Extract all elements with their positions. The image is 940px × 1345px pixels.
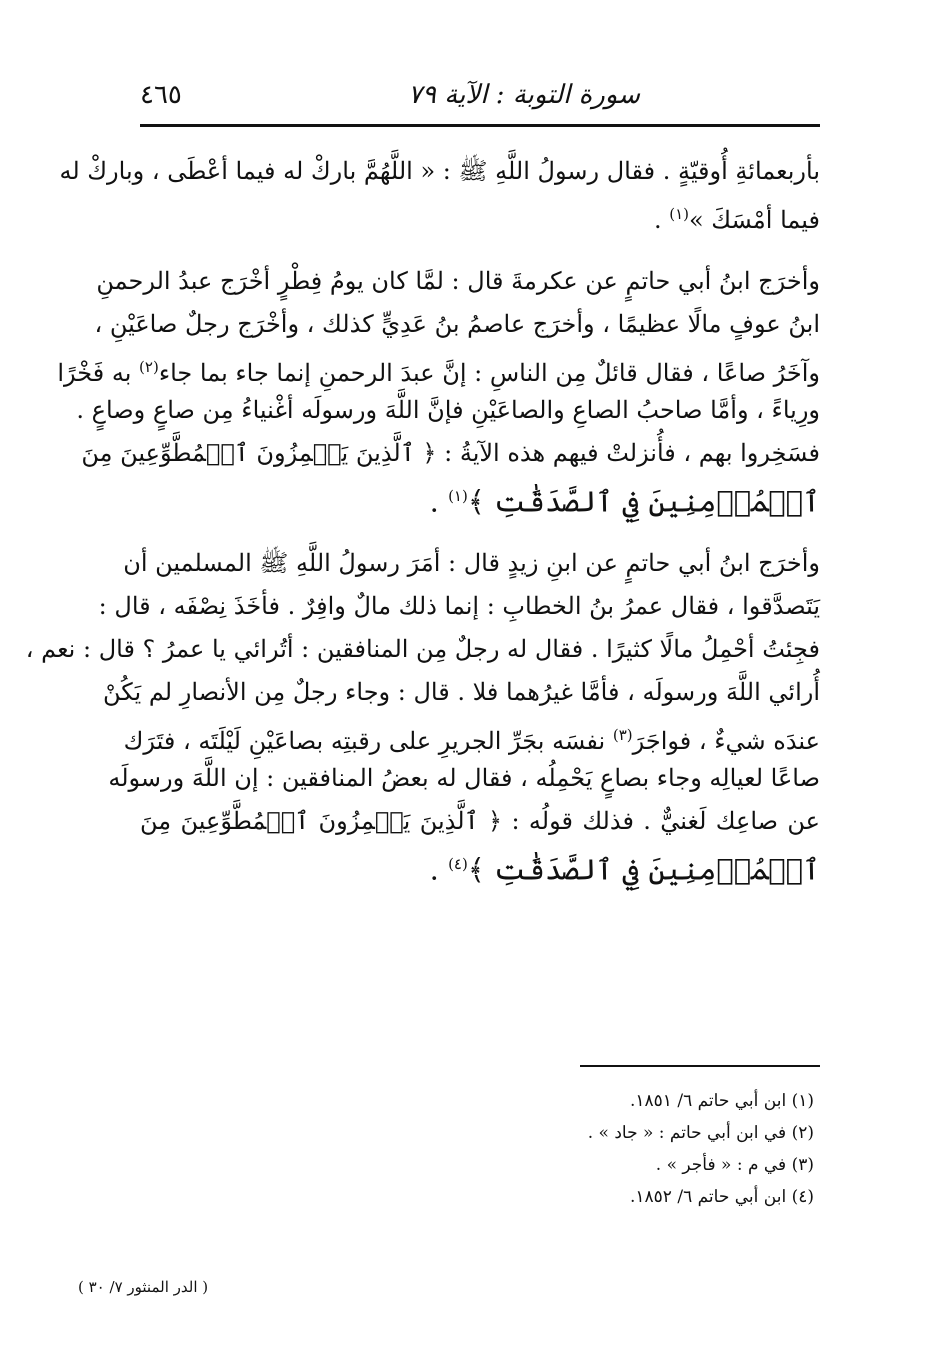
- text-segment: ٱلۡمُؤۡمِنِينَ فِي ٱلصَّدَقَٰتِ ﴾: [467, 484, 820, 519]
- footnote: (٤) ابن أبي حاتم ٦/ ١٨٥٢.: [629, 1187, 814, 1207]
- footnote: (٢) في ابن أبي حاتم : « جاد » .: [587, 1123, 814, 1143]
- quran-verse-line: [140, 843, 820, 886]
- text-line: [140, 193, 820, 236]
- text-line: عن صاعِك لَغنيٌّ . فذلك قولُه : ﴿ ٱلَّذِينَ يَلۡمِزُونَ ٱلۡمُطَّوِّعِينَ مِنَ: [140, 807, 820, 835]
- text-segment: .: [429, 852, 449, 887]
- paragraph-2: [57, 260, 820, 519]
- text-segment: به فَخْرًا: [57, 359, 140, 387]
- footnote-rule: [580, 1065, 820, 1067]
- source-reference: ( الدر المنثور ٧/ ٣٠ ): [78, 1278, 209, 1296]
- text-segment: عندَه شيءٌ ، فواجَرَ: [632, 727, 820, 755]
- text-line: [57, 346, 820, 389]
- text-line: [123, 714, 820, 757]
- text-segment: .: [653, 206, 670, 234]
- footnotes: [588, 1085, 814, 1213]
- quran-verse-line: [140, 475, 820, 518]
- text-line: وأخرَج ابنُ أبي حاتمٍ عن عكرمةَ قال : لمَّا كان يومُ فِطْرٍ أخْرَج عبدُ الرحمنِ: [96, 267, 820, 295]
- text-line: ابنُ عوفٍ مالًا عظيمًا ، وأخرَج عاصمُ بنُ عَدِيٍّ كذلك ، وأخْرَج رجلٌ صاعَيْنِ ،: [94, 310, 820, 338]
- text-line: يَتَصدَّقوا ، فقال عمرُ بنُ الخطابِ : إنما ذلك مالٌ وافِرٌ . فأخَذَ نِصْفَه ، قال :: [98, 592, 820, 620]
- text-line: صاعًا لعيالِه وجاء بصاعٍ يَحْمِلُه ، فقال له بعضُ المنافقين : إن اللَّهَ ورسولَه: [108, 764, 820, 792]
- footnote-ref: (٤): [448, 855, 468, 873]
- page-number: ٤٦٥: [140, 80, 182, 110]
- text-segment: .: [429, 484, 449, 519]
- footnote: (١) ابن أبي حاتم ٦/ ١٨٥١.: [629, 1091, 814, 1111]
- text-segment: فيما أمْسَكَ »: [688, 206, 820, 234]
- text-line: أُرائي اللَّهَ ورسولَه ، فأمَّا غيرُهما فلا . قال : وجاء رجلٌ مِن الأنصارِ لم يَكُنْ: [103, 678, 820, 706]
- text-segment: ٱلۡمُؤۡمِنِينَ فِي ٱلصَّدَقَٰتِ ﴾: [467, 852, 820, 887]
- paragraph-3: [25, 542, 820, 887]
- footnote-ref: (١): [448, 487, 468, 505]
- running-header-title: سورة التوبة : الآية ٧٩: [408, 80, 640, 110]
- text-segment: وآخَرُ صاعًا ، فقال قائلٌ مِن الناسِ : إنَّ عبدَ الرحمنِ إنما جاء بما جاء: [158, 359, 820, 387]
- header-rule: [140, 124, 820, 127]
- footnote-ref: (٢): [139, 358, 159, 376]
- footnote-ref: (٣): [612, 726, 633, 744]
- text-segment: نفسَه بجَرِّ الجريرِ على رقبتِه بصاعَيْنِ لَيْلَتَه ، فتَرَك: [123, 727, 613, 755]
- text-line: فجِئتُ أحْمِلُ مالًا كثيرًا . فقال له رجلٌ مِن المنافقين : أتُرائي يا عمرُ ؟ قال : نعم ،: [25, 635, 820, 663]
- text-line: بأربعمائةِ أُوقيّةٍ . فقال رسولُ اللَّهِ ﷺ : « اللَّهُمَّ باركْ له فيما أعْطَى ، وباركْ له: [59, 157, 820, 185]
- footnote-ref: (١): [669, 205, 689, 223]
- footnote: (٣) في م : « فأجر » .: [655, 1155, 814, 1175]
- text-line: وأخرَج ابنُ أبي حاتمٍ عن ابنِ زيدٍ قال : أمَرَ رسولُ اللَّهِ ﷺ المسلمين أن: [123, 549, 820, 577]
- text-line: ورِياءً ، وأمَّا صاحبُ الصاعِ والصاعَيْنِ فإنَّ اللَّهَ ورسولَه أغْنياءُ مِن صاعٍ وصاعٍ .: [76, 396, 820, 424]
- paragraph-1: [59, 150, 820, 236]
- main-text: [25, 150, 820, 887]
- text-line: فسَخِروا بهم ، فأُنزلتْ فيهم هذه الآيةُ : ﴿ ٱلَّذِينَ يَلۡمِزُونَ ٱلۡمُطَّوِّعِينَ مِنَ: [81, 439, 820, 467]
